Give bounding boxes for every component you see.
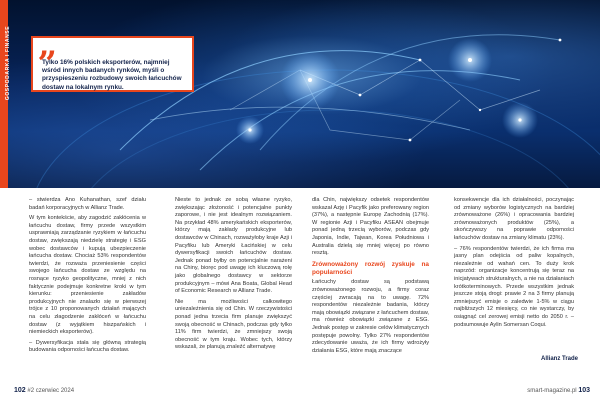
network-globe-illustration [0,0,600,188]
article-column-4 [454,197,574,332]
paragraph: – stwierdza Ano Kuhanathan, szef działu badań korporacyjnych w Allianz Trade. [29,197,146,211]
article-column-2 [175,197,292,355]
quote-mark-icon: „ [38,25,58,65]
paragraph: dla Chin, największy odsetek respondentów wskazał Azję i Pacyfik jako preferowany region (37%), a następnie Europę Zachodnią (17%). W regionie Azji i Pacyfiku ASEAN obejmuje ponad jedną trzecią wyborów, podczas gdy Japonia, Indie, Tajwan, Korea Południowa i Australia dzielą się mniej więcej po równo resztą. [312,197,429,257]
section-heading: Zrównoważony rozwój zyskuje na popularności [312,260,429,276]
paragraph: Nie ma możliwości całkowitego uniezależnienia się od Chin. W rzeczywistości ponad jedna trzecia firm planuje zwiększyć swoją obecność w Chinach, podczas gdy tylko 11% firm twierdzi, że zmniejszy swoją obecność w tym kraju. Wobec tych, którzy wskazali, że planują znaleźć alternatywę [175,298,292,351]
page-number-right: 103 [578,387,590,394]
paragraph: konsekwencje dla ich działalności, poczynając od zmiany wyborów logistycznych na bardziej zrównoważone (26%) i opracowania bardziej zrównoważonych produktów (25%), a skończywszy na poprawie odporności łańcuchów dostaw na zmiany klimatu (23%). [454,197,574,241]
pull-quote-text: Tylko 16% polskich eksporterów, najmniej wśród innych badanych rynków, myśli o przyspieszeniu rozbudowy swoich łańcuchów dostaw na lokalnym rynku. [42,59,182,91]
page-number-left: 102 [14,387,26,394]
article-column-1 [29,197,146,358]
site-link[interactable]: smart-magazine.pl [527,388,577,394]
section-tab [0,0,11,188]
paragraph: – Dywersyfikacja stała się główną strategią budowania odporności łańcucha dostaw. [29,339,146,354]
author-signature: Allianz Trade [541,356,579,362]
paragraph: Łańcuchy dostaw są podstawą zrównoważonego rozwoju, a firmy coraz częściej zwracają na to uwagę. 72% respondentów niezależnie badania, którzy mają obowiązki związane z łańcuchem dostaw, ma również obowiązki związane z ESG. Jednak postęp w zakresie celów klimatycznych postępuje powolny. Tylko 27% respondentów zdecydowanie uważa, że ich firmy wdrożyły działania ESG, które mają znaczące [312,279,429,354]
issue-label: #2 czerwiec 2024 [27,388,75,394]
paragraph: Nieste to jednak ze sobą własne ryzyko, zwiększając złożoność i potencjalne punkty zaporowe, i nie jest idealnym rozwiązaniem. Na przykład 48% amerykańskich eksporterów, którzy mają zakłady produkcyjne lub dostawców w Chinach, rozważyłoby kraje Azji i Pacyfiku lub Ameryki Łacińskiej w celu dywersyfikacji swoich łańcuchów dostaw. Jednak ponad byłby on potencjalnie narażeni na Chiny, bioręc pod uwagę ich kluczową rolę jako globalnego dostawcy w sektorze produkcyjnym – mówi Ana Boata, Global Head of Economic Research w Allianz Trade. [175,197,292,295]
footer-right [527,387,590,394]
footer-left [14,387,74,394]
section-label: GOSPODARKA I FINANSE [5,25,11,101]
article-column-3 [312,197,429,358]
paragraph: – 76% respondentów twierdzi, że ich firma ma jasny plan odejścia od paliw kopalnych, niezależnie od wahań cen. To duży krok naprzód: organizacje koncentrują się teraz na inicjatywach strukturalnych, a nie na działaniach krótkoterminowych. Przede wszystkim jednak jeszcze stoją drogi: prawie 2 na 3 firmy planują zmniejszyć emisje o zaledwie 1-5% w ciągu najbliższych 12 miesięcy, co nie wystarczy, by osiągnąć cel zerowej emisji netto do 2050 r. – podsumowuje Aylin Somersan Coqui. [454,245,574,328]
hero-image [0,0,600,188]
paragraph: W tym kontekście, aby zagodzić zakłócenia w łańcuchu dostaw, firmy przede wszystkim usprawniają zarządzanie ryzykiem w łańcuchu dostaw, zwiększają niedzielę strategię i ESG wobec dostawców i kupują ubezpieczenie łańcucha dostaw. Chociaż 53% respondentów twierdzi, że rozważa przeniesienie części swojego łańcucha dostaw ze względu na rosnące ryzyko geopolityczne, mniej z nich faktycznie podejmuje konkretne kroki w tym kierunku: przeniesienie zakładów produkcyjnych nie znalazło się w pierwszej trójce z 10 proponowanych działań mających na celu złagodzenie zakłóceń w łańcuchu dostaw (z wyjątkiem hiszpańskich i niemieckich eksporterów). [29,215,146,336]
